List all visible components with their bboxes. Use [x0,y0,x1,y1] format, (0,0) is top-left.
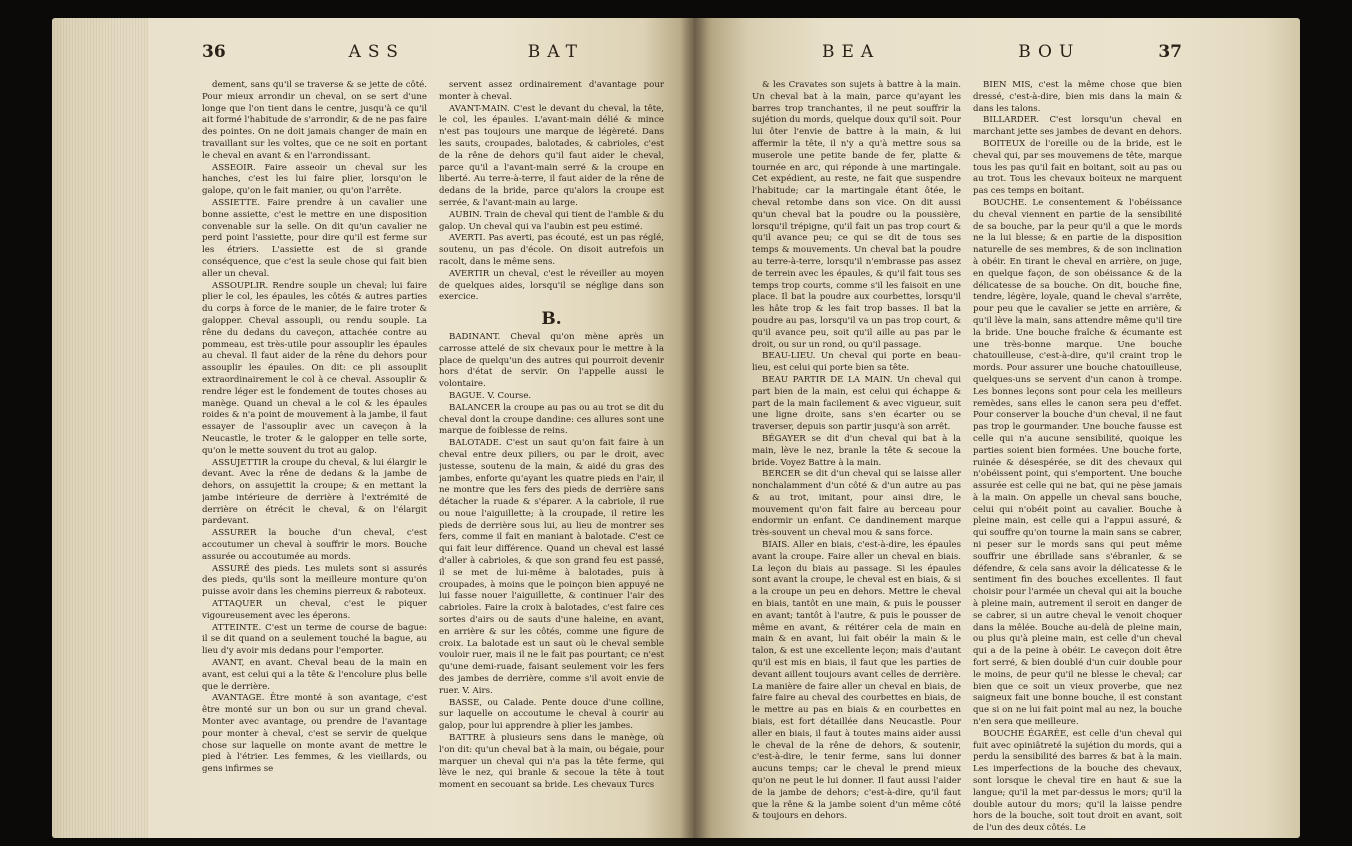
dictionary-entry: AVANTAGE. Être monté à son avantage, c'est être monté sur un bon ou sur un grand cheval. Monter avec avantage, ou prendre de l'avantage pour monter à cheval, c'est se servir de quelque chose sur laquelle on monte avant de mettre le pied à l'étrier. Les femmes, & les vieillards, ou gens infirmes se [202,693,427,775]
dictionary-entry: ASSUJETTIR la croupe du cheval, & lui élargir le devant. Avec la rêne de dedans & la jambe de dehors, on assujettit la croupe; & en mettant la jambe intérieure de derrière à l'extrémité de derrière on étrécit le cheval, & on l'élargit pardevant. [202,457,427,527]
running-head-right-col1: BEA [822,42,881,62]
section-letter-heading: B. [541,309,562,330]
running-head-left-col2: BAT [527,42,584,62]
right-column-2 [973,80,1182,834]
dictionary-entry: AVANT, en avant. Cheval beau de la main en avant, est celui qui a la tête & l'encolure plus belle que le derrière. [202,658,427,692]
dictionary-entry: BOUCHE. Le consentement & l'obéissance du cheval viennent en partie de la sensibilité de sa bouche, par la peur qu'il a que le mords ne la lui blesse; & en partie de la disposition naturelle de ses membres, & de son inclination à obéir. En tirant le cheval en arrière, on juge, en quelque façon, de son obéissance & de la délicatesse de sa bouche. On dit, bouche fine, tendre, légère, loyale, quand le cheval s'arrête, pour peu que le cavalier se jette en arrière, & qu'il lève la main, sans attendre même qu'il tire la bride. Une bouche fraîche & écumante est une très-bonne marque. Une bouche chatouilleuse, c'est-à-dire, qu'il craint trop le mords. Pour assurer une bouche chatouilleuse, quelques-uns se servent d'un canon à trompe. Les bonnes leçons sont pour cela les meilleurs remèdes, sans elles le canon sera peu d'effet. Pour conserver la bouche d'un cheval, il ne faut pas trop le gourmander. Une bouche fausse est celle qui n'a aucune sensibilité, quoique les parties soient bien formées. Une bouche forte, ruinée & désespérée, se dit des chevaux qui n'obéissent point, qui s'emportent. Une bouche assurée est celle qui ne bat, qui ne pèse jamais à la main. On appelle un cheval sans bouche, celui qui n'obéit point au cavalier. Bouche à pleine main, est celle qui a l'appui assuré, & qui souffre qu'on tourne la main sans se cabrer, ni peser sur le mords sans qui peut même souffrir une ébrillade sans s'ébranler, & se défendre, & cela sans avoir la délicatesse & le sentiment fin des bouches excellentes. Il faut choisir pour l'armée un cheval qui ait la bouche à pleine main, autrement il seroit en danger de se cabrer, si un autre cheval le venoit choquer dans la mêlée. Bouche au-delà de pleine main, ou plus qu'à pleine main, est celle d'un cheval qui a de la peine à obéir. Le caveçon doit être fort serré, & bien doublé d'un cuir double pour le moins, de peur qu'il ne blesse le cheval; car bien que ce soit un vieux proverbe, que nez saigneux fait une bonne bouche, il est constant que si on ne lui fait point mal au nez, la bouche n'en sera que meilleure. [973,197,1182,728]
left-column-2 [439,80,664,834]
dictionary-entry: BERCER se dit d'un cheval qui se laisse aller nonchalamment d'un côté & d'un autre au pas & au trot, imitant, pour ainsi dire, le mouvement qu'on fait faire au berceau pour endormir un enfant. Ce dandinement marque très-souvent un cheval mou & sans force. [752,469,961,539]
dictionary-entry: ASSURER la bouche d'un cheval, c'est accoutumer un cheval à souffrir le mors. Bouche assurée ou accoutumée au mords. [202,528,427,562]
left-page [52,18,694,838]
dictionary-entry: AVERTIR un cheval, c'est le réveiller au moyen de quelques aides, lorsqu'il se néglige dans son exercice. [439,268,664,303]
page-number-right: 37 [1158,42,1182,62]
dictionary-entry: BEAU PARTIR DE LA MAIN. Un cheval qui part bien de la main, est celui qui échappe & part de la main facilement & avec vigueur, suit une ligne droite, sans s'en écarter ou se traverser, depuis son partir jusqu'à son arrêt. [752,374,961,433]
dictionary-entry: BATTRE à plusieurs sens dans le manège, où l'on dit: qu'un cheval bat à la main, ou bégaie, pour marquer un cheval qui n'a pas la tête ferme, qui lève le nez, qui branle & secoue la tête à tout moment en secouant sa bride. Les chevaux Turcs [439,733,664,791]
dictionary-entry: BALOTADE. C'est un saut qu'on fait faire à un cheval entre deux piliers, ou par le droit, avec justesse, soutenu de la main, & aidé du gras des jambes, enforte qu'ayant les quatre pieds en l'air, il ne montre que les fers des pieds de derrière sans détacher la ruade & s'éparer. A la cabriole, il rue ou noue l'aiguillette; à la croupade, il retire les pieds de derrière sous lui, au lieu de montrer ses fers, comme il fait en maniant à balotade. C'est ce qui fait leur différence. Quand un cheval est lassé d'aller à cabrioles, & que son grand feu est passé, il se met de lui-même à balotades, puis à croupades, à moins que le poinçon bien appuyé ne lui fasse nouer l'aiguillette, & continuer l'air des cabrioles. Faire la croix à balotades, c'est faire ces sortes d'airs ou de sauts d'une haleine, en avant, en arrière & sur les côtés, comme une figure de croix. La balotade est un saut où le cheval semble vouloir ruer, mais il ne le fait pas pourtant; ce n'est qu'une demi-ruade, faisant seulement voir les fers des jambes de derrière, comme s'il avoit envie de ruer. V. Airs. [439,438,664,696]
dictionary-entry: AVERTI. Pas averti, pas écouté, est un pas réglé, soutenu, un pas d'école. On disoit autrefois un racolt, dans le même sens. [439,233,664,267]
dictionary-entry: BIAIS. Aller en biais, c'est-à-dire, les épaules avant la croupe. Faire aller un cheval en biais. La leçon du biais au passage. Si les épaules sont avant la croupe, le cheval est en biais, & si a la croupe un peu en dehors. Mettre le cheval en biais, tantôt en une main, & puis le pousser en avant; tantôt à l'autre, & puis le pousser de même en avant, & réitérer cela de main en main & en avant, lui fait obéir la main & le talon, & est une excellente leçon; mais d'autant qu'il est mis en biais, il faut que les parties de devant aillent toujours avant celles de derrière. La manière de faire aller un cheval en biais, de faire faire au cheval des courbettes en biais, de le mettre au pas en biais & en courbettes en biais, est fort détaillée dans Neucastle. Pour aller en biais, il faut à toutes mains aider aussi le cheval de la rêne de dehors, & soutenir, c'est-à-dire, le tenir ferme, sans lui donner aucuns temps; car le cheval le prend mieux qu'on ne peut le lui donner. Il faut aussi l'aider de la jambe de dehors; c'est-à-dire, qu'il faut que la rêne & la jambe soient d'un même côté & toujours en dehors. [752,540,961,822]
dictionary-entry: ATTEINTE. C'est un terme de course de bague: il se dit quand on a seulement touché la bague, au lieu d'y avoir mis dedans pour l'emporter. [202,622,427,657]
dictionary-entry: AVANT-MAIN. C'est le devant du cheval, la tête, le col, les épaules. L'avant-main délié & mince n'est pas toujours une marque de légèreté. Dans les sauts, croupades, balotades, & cabrioles, c'est de la rêne de dehors qu'il faut aider le cheval, parce qu'il a l'avant-main serré & la croupe en liberté. Au terre-à-terre, il faut aider de la rêne de dedans de la bride, parce qu'alors la croupe est serrée, & l'avant-main au large. [439,103,664,208]
dictionary-entry: BOUCHE ÉGARÉE, est celle d'un cheval qui fuit avec opiniâtreté la sujétion du mords, qui a perdu la sensibilité des barres & bat à la main. Les imperfections de la bouche des chevaux, sont lorsque le cheval tire en haut & sue la langue; qu'il la met par-dessus le mors; qu'il la double autour du mors; qu'il la laisse pendre hors de la bouche, soit tout droit en avant, soit de l'un des deux côtés. Le [973,728,1182,834]
page-edge-stack [52,18,148,838]
right-page-columns [752,80,1182,834]
dictionary-entry: ASSURÉ des pieds. Les mulets sont si assurés des pieds, qu'ils sont la meilleure monture qu'on puisse avoir dans les chemins pierreux & raboteux. [202,563,427,598]
dictionary-entry: ASSIETTE. Faire prendre à un cavalier une bonne assiette, c'est le mettre en une disposition convenable sur la selle. On dit qu'un cavalier ne perd point l'assiette, pour dire qu'il est ferme sur les étriers. L'assiette est de si grande conséquence, que c'est la seule chose qui fait bien aller un cheval. [202,197,427,279]
dictionary-entry: BÉGAYER se dit d'un cheval qui bat à la main, lève le nez, branle la tête & secoue la bride. Voyez Battre à la main. [752,433,961,468]
right-page [694,18,1300,838]
dictionary-entry: BILLARDER. C'est lorsqu'un cheval en marchant jette ses jambes de devant en dehors. [973,115,1182,138]
dictionary-entry: ASSEOIR. Faire asseoir un cheval sur les hanches, c'est les lui faire plier, lorsqu'on le galope, qu'on le fait manier, ou qu'on l'arrête. [202,162,427,197]
dictionary-entry: dement, sans qu'il se traverse & se jette de côté. Pour mieux arrondir un cheval, on se sert d'une longe que l'on tient dans le centre, jusqu'à ce qu'il ait formé l'habitude de s'arrondir, & de ne pas faire des pointes. On ne doit jamais changer de main en travaillant sur les voltes, que ce ne soit en portant le cheval en avant & en l'arrondissant. [202,80,427,161]
right-column-1 [752,80,961,834]
dictionary-entry: AUBIN. Train de cheval qui tient de l'amble & du galop. Un cheval qui va l'aubin est peu estimé. [439,209,664,232]
dictionary-entry: BALANCER la croupe au pas ou au trot se dit du cheval dont la croupe dandine: ces allures sont une marque de foiblesse de reins. [439,402,664,437]
dictionary-entry: BADINANT. Cheval qu'on mène après un carrosse attelé de six chevaux pour le mettre à la place de quelqu'un des autres qui pourroit devenir hors d'état de servir. On l'appelle aussi le volontaire. [439,331,664,390]
dictionary-entry: ATTAQUER un cheval, c'est le piquer vigoureusement avec les éperons. [202,599,427,621]
left-column-1 [202,80,427,834]
left-page-header [202,42,664,72]
page-number-left: 36 [202,42,226,62]
dictionary-entry: BAGUE. V. Course. [449,390,532,401]
running-head-right-col2: BOU [1018,42,1081,62]
dictionary-entry: ASSOUPLIR. Rendre souple un cheval; lui faire plier le col, les épaules, les côtés & autres parties du corps à force de le manier, de le faire troter & galopper. Cheval assoupli, ou rendu souple. La rêne du dedans du caveçon, attachée contre au pommeau, est très-utile pour assouplir les épaules au cheval. Il faut aider de la rêne du dehors pour assouplir les épaules. On dit: ce pli assouplit extraordinairement le col à ce cheval. Assouplir & rendre léger est le fondement de toutes choses au manège. Quand un cheval a le col & les épaules roides & n'a point de mouvement à la jambe, il faut essayer de l'assouplir avec un caveçon à la Neucastle, le troter & le galopper en telle sorte, qu'on le mette souvent du trot au galop. [202,280,427,456]
left-page-columns [202,80,664,834]
running-head-left-col1: ASS [348,42,405,62]
dictionary-entry: & les Cravates son sujets à battre à la main. Un cheval bat à la main, parce qu'ayant les barres trop tranchantes, il ne peut souffrir la sujétion du mords, quelque doux qu'il soit. Pour lui ôter l'envie de battre à la main, & lui affermir la tête, il n'y a qu'à mettre sous sa muserole une petite bande de fer, platte & tournée en arc, qui réponde à une martingale. Cet expédient, au reste, ne fait que suspendre l'habitude; car la martingale étant ôtée, le cheval retombe dans son vice. On dit aussi qu'un cheval bat la poudre ou la poussière, lorsqu'il trépigne, qu'il fait un pas trop court & qu'il avance peu; ce qui se dit de tous ses temps & mouvements. Un cheval bat la poudre au terre-à-terre, lorsqu'il n'embrasse pas assez de terrein avec les épaules, & qu'il fait tous ses temps trop courts, comme s'il les faisoit en une place. Il bat la poudre aux courbettes, lorsqu'il les hâte trop & les fait trop basses. Il bat la poudre au pas, lorsqu'il va un pas trop court, & qu'il avance peu, soit qu'il aille au pas par le droit, ou sur un rond, ou qu'il passage. [752,80,961,350]
dictionary-entry: BASSE, ou Calade. Pente douce d'une colline, sur laquelle on accoutume le cheval à courir au galop, pour lui apprendre à plier les jambes. [439,697,664,732]
dictionary-entry: BOITEUX de l'oreille ou de la bride, est le cheval qui, par ses mouvemens de tête, marque tous les pas qu'il fait en boitant, soit au pas ou au trot. Tous les chevaux boiteux ne marquent pas ces temps en boitant. [973,138,1182,197]
right-page-header [752,42,1182,72]
open-book [52,18,1300,838]
dictionary-entry: servent assez ordinairement d'avantage pour monter à cheval. [439,80,664,102]
dictionary-entry: BIEN MIS, c'est la même chose que bien dressé, c'est-à-dire, bien mis dans la main & dans les talons. [973,80,1182,114]
dictionary-entry: BEAU-LIEU. Un cheval qui porte en beau-lieu, est celui qui porte bien sa tête. [752,351,961,374]
